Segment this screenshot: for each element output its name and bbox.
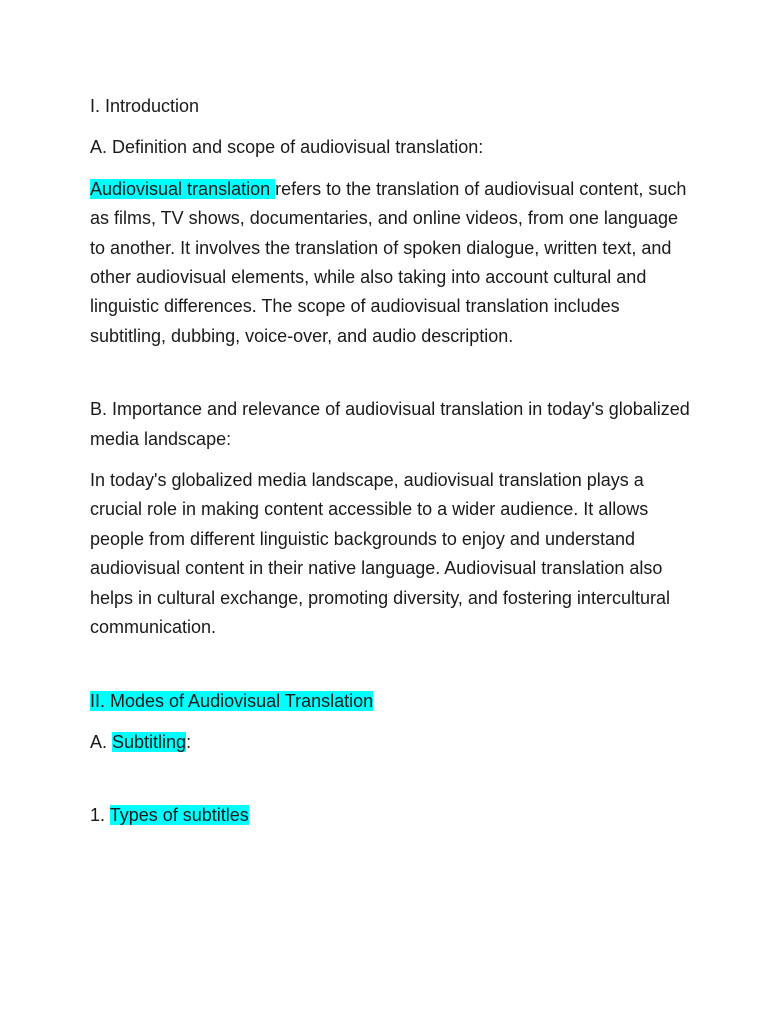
heading-types-of-subtitles: [90, 801, 690, 830]
highlighted-term-subtitling: Subtitling: [112, 731, 187, 752]
heading-importance-relevance: B. Importance and relevance of audiovisual translation in today's globalized media landscape:: [90, 399, 690, 449]
heading-modes: [90, 687, 690, 716]
heading-definition-scope: A. Definition and scope of audiovisual translation:: [90, 137, 484, 158]
paragraph-definition: [90, 175, 690, 351]
types-prefix: 1.: [90, 805, 110, 826]
highlighted-term-types-of-subtitles: Types of subtitles: [109, 805, 249, 826]
paragraph-importance: In today's globalized media landscape, audiovisual translation plays a crucial role in making content accessible to a wider audience. It allows people from different linguistic backgrounds to enjoy and understand audiovisual content in their native language. Audiovisual translation also helps in cultural exchange, promoting diversity, and fostering intercultural communication.: [90, 470, 670, 638]
document-body: [90, 92, 690, 831]
subtitling-prefix: A.: [90, 731, 113, 752]
highlighted-term-audiovisual-translation: Audiovisual translation: [90, 178, 276, 199]
highlighted-heading-modes: II. Modes of Audiovisual Translation: [90, 690, 374, 711]
paragraph-definition-text: refers to the translation of audiovisual content, such as films, TV shows, documentaries, and online videos, from one language to another. It involves the translation of spoken dialogue, written text, and other audiovisual elements, while also taking into account cultural and linguistic differences. The scope of audiovisual translation includes subtitling, dubbing, voice-over, and audio description.: [90, 178, 687, 346]
heading-subtitling: [90, 728, 690, 757]
subtitling-suffix: :: [186, 731, 192, 752]
heading-introduction: I. Introduction: [90, 96, 200, 116]
